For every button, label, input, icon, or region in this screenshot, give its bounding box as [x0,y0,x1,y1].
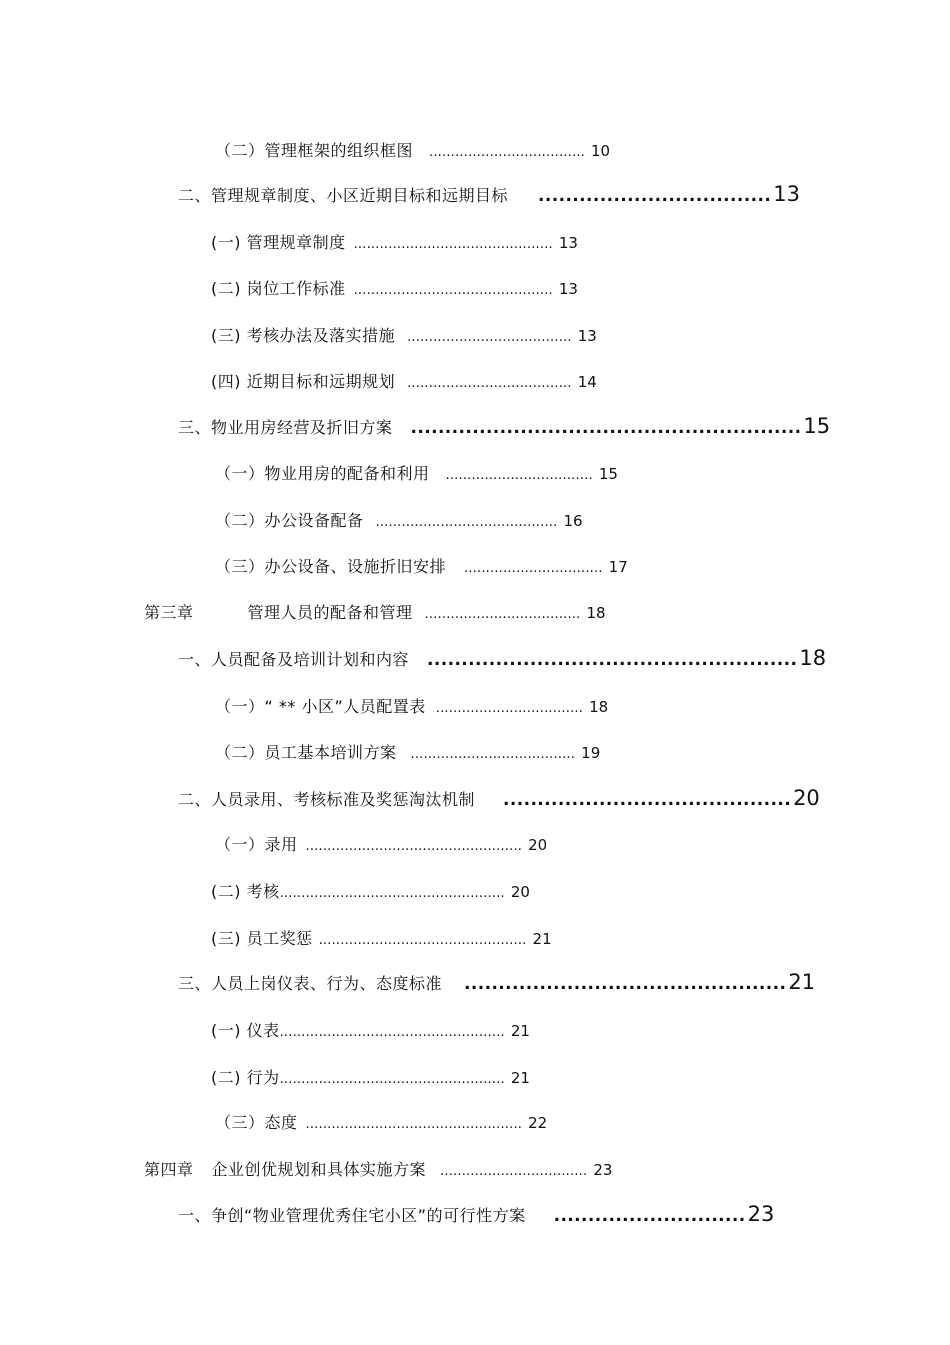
toc-entry-title: （二）办公设备配备 [215,511,364,530]
toc-entry-title: (二) 岗位工作标准 [211,279,346,298]
toc-page-number: 13 [577,327,597,345]
toc-entry [215,1110,547,1133]
toc-page-number: 15 [598,465,618,483]
toc-entry-title: 一、争创“物业管理优秀住宅小区”的可行性方案 [178,1206,526,1225]
toc-entry-title: (二) 行为 [211,1068,280,1087]
toc-entry [211,1018,530,1041]
toc-entry [215,138,610,161]
toc-page-number: 15 [803,414,831,438]
toc-entry [215,740,600,763]
toc-page-number: 20 [528,836,548,854]
toc-leader-dots: ............................................... [464,974,787,994]
toc-page-number: 13 [558,234,578,252]
toc-page-number: 21 [510,1069,530,1087]
toc-leader-dots: .............................................. [353,283,553,298]
toc-entry-title: 二、管理规章制度、小区近期目标和远期目标 [178,186,509,205]
toc-leader-dots: .......................................... [375,515,558,530]
toc-leader-dots: ...................................... [407,376,572,391]
toc-entry-title: （二）管理框架的组织框图 [215,141,414,160]
toc-entry [215,832,547,855]
toc-entry [211,276,578,299]
toc-entry [215,554,628,577]
toc-page-number: 20 [793,786,820,810]
toc-leader-dots: ............................ [553,1206,746,1226]
toc-page-number: 16 [563,512,583,530]
toc-leader-dots: .......................................... [503,790,792,810]
toc-entry-title: （一）“ ** 小区”人员配置表 [215,697,426,716]
toc-entry [215,461,618,484]
toc-entry-title: 三、物业用房经营及折旧方案 [178,418,393,437]
toc-chapter-entry [144,600,606,623]
toc-page-number: 18 [799,646,827,670]
toc-entry-title: （三）态度 [215,1113,298,1132]
toc-entry [211,323,597,346]
toc-page-number: 22 [528,1114,548,1132]
toc-leader-dots: .................................... [429,145,585,160]
toc-leader-dots: .................................. [435,701,584,716]
toc-entry-title: （三）办公设备、设施折旧安排 [215,557,447,576]
toc-entry [211,369,597,392]
toc-leader-dots: .................................. [440,1164,588,1179]
toc-leader-dots: ................................ [464,561,603,576]
toc-entry [211,1065,530,1088]
toc-entry [178,1202,774,1226]
toc-entry [178,786,820,810]
toc-entry-title: (一) 仪表 [211,1021,280,1040]
toc-leader-dots: .................................. [538,186,772,206]
toc-leader-dots: .................................................. [305,1117,523,1132]
toc-entry-title: 二、人员录用、考核标准及奖惩淘汰机制 [178,790,476,809]
toc-entry [211,879,530,902]
toc-page-number: 13 [558,280,578,298]
toc-entry-title: 企业创优规划和具体实施方案 [211,1160,427,1179]
toc-leader-dots: .................................................. [305,839,523,854]
toc-leader-dots: ...................................... [410,747,576,762]
toc-leader-dots: ................................................ [318,933,527,948]
toc-page-number: 19 [581,744,601,762]
toc-entry [211,926,552,949]
toc-page-number: 23 [593,1161,613,1179]
toc-leader-dots: ...................................................... [427,650,798,670]
toc-entry [178,182,800,206]
toc-entry-title: （一）录用 [215,835,298,854]
toc-page-number: 23 [747,1202,775,1226]
toc-entry-title: 一、人员配备及培训计划和内容 [178,650,410,669]
toc-chapter-label: 第四章 [144,1160,194,1179]
toc-leader-dots: ...................................... [407,330,572,345]
toc-chapter-label: 第三章 [144,603,194,622]
toc-chapter-entry [144,1157,612,1180]
toc-entry-title: 三、人员上岗仪表、行为、态度标准 [178,974,443,993]
toc-page-number: 21 [532,930,552,948]
toc-page-number: 10 [590,142,611,160]
toc-page-number: 18 [589,698,609,716]
toc-entry-title: （一）物业用房的配备和利用 [215,464,430,483]
toc-entry-title: (一) 管理规章制度 [211,233,346,252]
toc-page-number: 21 [788,970,816,994]
toc-page-number: 20 [510,883,530,901]
toc-entry [215,694,608,717]
toc-entry-title: (二) 考核 [211,882,280,901]
toc-page-number: 18 [586,604,606,622]
toc-leader-dots: .............................................. [353,237,553,252]
toc-entry-title: (三) 员工奖惩 [211,929,313,948]
toc-entry-title: （二）员工基本培训方案 [215,743,397,762]
toc-leader-dots: .................................................... [279,1025,505,1040]
toc-entry-title: 管理人员的配备和管理 [247,603,413,622]
toc-leader-dots: .................................................... [279,1072,505,1087]
toc-leader-dots: .................................................... [279,886,505,901]
toc-page-number: 14 [577,373,597,391]
toc-page-number: 13 [773,182,800,206]
toc-entry [211,230,578,253]
toc-entry [178,646,826,670]
toc-leader-dots: .................................... [424,607,581,622]
toc-entry-title: (四) 近期目标和远期规划 [211,372,396,391]
toc-page-number: 21 [510,1022,530,1040]
toc-entry-title: (三) 考核办法及落实措施 [211,326,396,345]
toc-entry [178,970,815,994]
toc-leader-dots: ......................................................... [410,418,802,438]
toc-leader-dots: .................................. [445,468,593,483]
toc-page-number: 17 [608,558,628,576]
toc-entry [215,508,583,531]
toc-entry [178,414,830,438]
